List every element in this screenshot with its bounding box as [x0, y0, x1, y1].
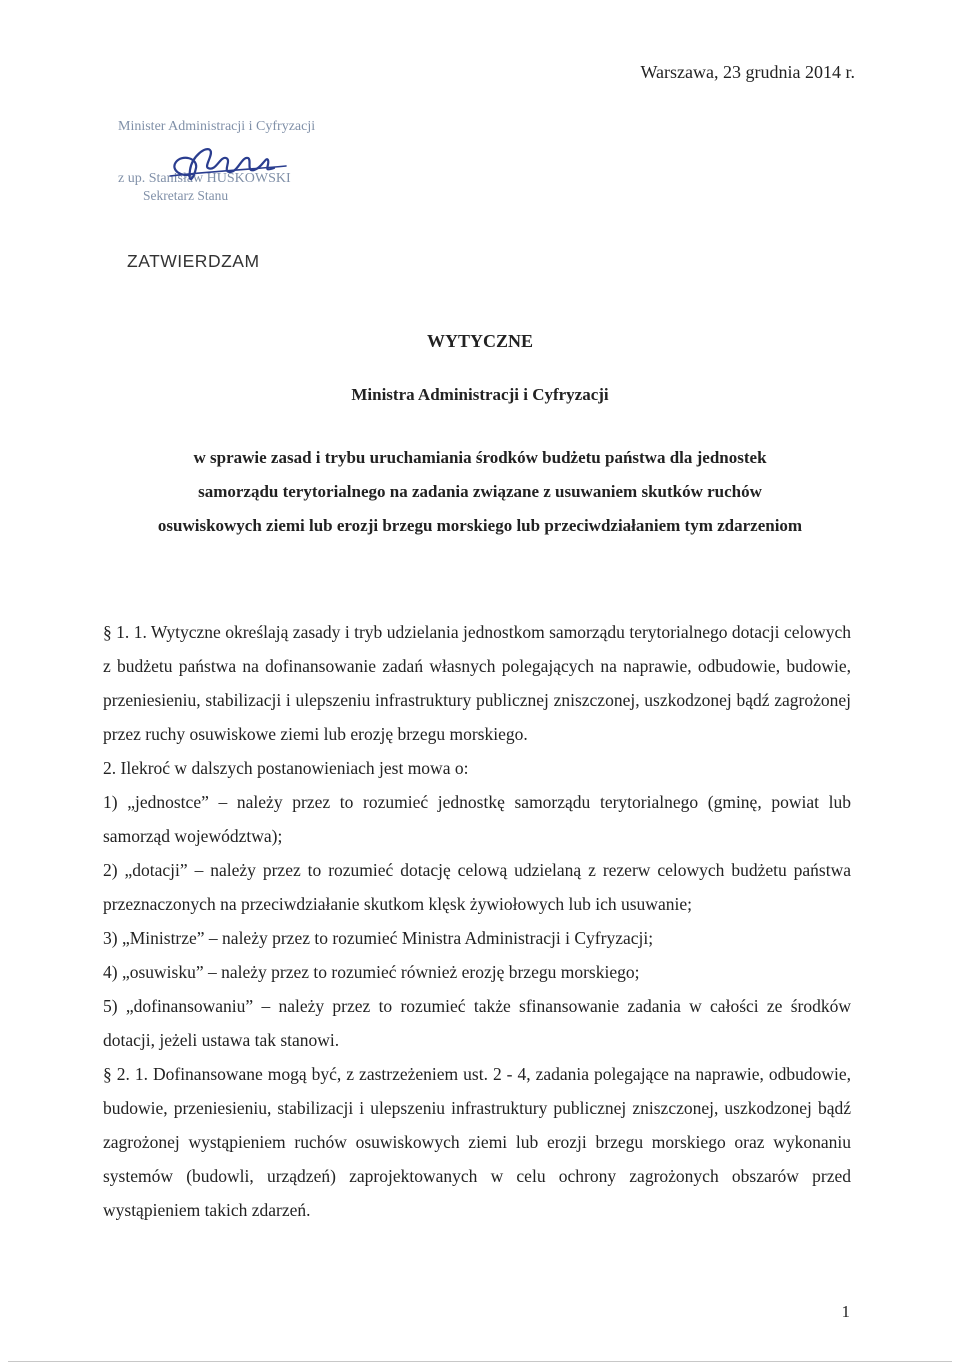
document-subject: [0, 441, 960, 543]
subject-line: samorządu terytorialnego na zadania związane z usuwaniem skutków ruchów: [198, 482, 762, 501]
minister-stamp: [118, 116, 378, 216]
definition-item: 4) „osuwisku” – należy przez to rozumieć również erozję brzegu morskiego;: [103, 962, 640, 982]
document-title: WYTYCZNE: [426, 331, 533, 351]
document-date: Warszawa, 23 grudnia 2014 r.: [640, 62, 855, 82]
stamp-name-line: z up. Stanisław HUSKOWSKI: [118, 171, 291, 186]
stamp-position-line: Sekretarz Stanu: [143, 188, 229, 203]
definition-item: 5) „dofinansowaniu” – należy przez to rozumieć także sfinansowanie zadania w całości ze środków dotacji, jeżeli ustawa tak stanowi.: [103, 996, 851, 1050]
document-body: [103, 615, 851, 1227]
section-1-paragraph: § 1. 1. Wytyczne określają zasady i tryb udzielania jednostkom samorządu terytorialnego dotacji celowych z budżetu państwa na dofinansowanie zadań własnych polegających na naprawie, odbudowie, budowie, przeniesieniu, stabilizacji i ulepszeniu infrastruktury publicznej zniszczonej, uszkodzonej bądź zagrożonej przez ruchy osuwiskowe ziemi lub erozję brzegu morskiego.: [103, 622, 851, 744]
definition-item: 2) „dotacji” – należy przez to rozumieć dotację celową udzielaną z rezerw celowych budżetu państwa przeznaczonych na przeciwdziałanie skutkom klęsk żywiołowych lub ich usuwanie;: [103, 860, 851, 914]
definitions-intro: 2. Ilekroć w dalszych postanowieniach jest mowa o:: [103, 758, 469, 778]
document-subtitle: Ministra Administracji i Cyfryzacji: [351, 385, 609, 404]
stamp-minister-line: Minister Administracji i Cyfryzacji: [118, 119, 316, 134]
subject-line: w sprawie zasad i trybu uruchamiania środków budżetu państwa dla jednostek: [193, 448, 767, 467]
approval-label: ZATWIERDZAM: [127, 251, 260, 271]
definition-item: 3) „Ministrze” – należy przez to rozumieć Ministra Administracji i Cyfryzacji;: [103, 928, 654, 948]
page-number: 1: [841, 1302, 850, 1321]
section-2-paragraph: § 2. 1. Dofinansowane mogą być, z zastrzeżeniem ust. 2 - 4, zadania polegające na naprawie, odbudowie, budowie, przeniesieniu, stabilizacji i ulepszeniu infrastruktury publicznej zniszczonej, uszkodzonej bądź zagrożonej wystąpieniem ruchów osuwiskowych ziemi lub erozji brzegu morskiego oraz wykonaniu systemów (budowli, urządzeń) zaprojektowanych w celu ochrony zagrożonych obszarów przed wystąpieniem takich zdarzeń.: [103, 1064, 851, 1220]
subject-line: osuwiskowych ziemi lub erozji brzegu morskiego lub przeciwdziałaniem tym zdarzeniom: [157, 516, 803, 535]
handwritten-signature: [162, 126, 292, 191]
definition-item: 1) „jednostce” – należy przez to rozumieć jednostkę samorządu terytorialnego (gminę, powiat lub samorząd województwa);: [103, 792, 851, 846]
bottom-divider: [8, 1361, 952, 1362]
